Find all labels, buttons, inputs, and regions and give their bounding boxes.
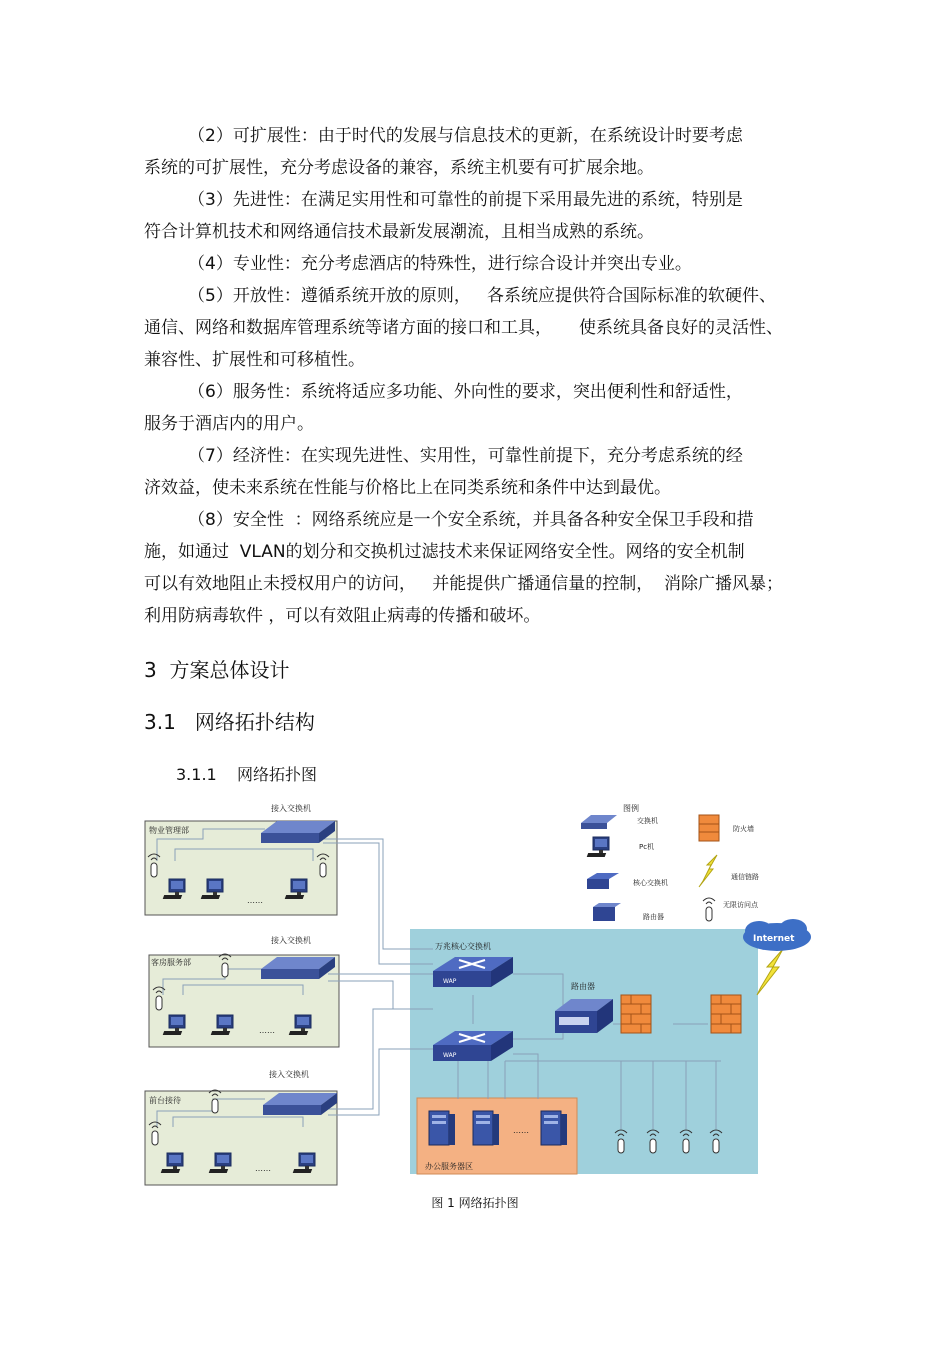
para-8-line-1: （8）安全性 ：网络系统应是一个安全系统，并具备各种安全保卫手段和措 [188, 510, 754, 530]
legend-router-label: 路由器 [643, 913, 664, 921]
dept-label-front: 前台接待 [149, 1096, 181, 1105]
legend-pc-icon [587, 837, 609, 857]
para-8-line-4: 利用防病毒软件 ，可以有效阻止病毒的传播和破坏。 [144, 606, 541, 626]
legend-firewall-label: 防火墙 [733, 825, 754, 833]
legend-switch-icon [581, 815, 617, 829]
para-5-line-1: （5）开放性：遵循系统开放的原则， 各系统应提供符合国际标准的软硬件、 [188, 286, 777, 306]
para-5-line-3: 兼容性、扩展性和可移植性。 [144, 350, 365, 370]
para-6-line-1: （6）服务性：系统将适应多功能、外向性的要求，突出便利性和舒适性， [188, 382, 743, 402]
server-icon [429, 1111, 455, 1145]
ellipsis-3: …… [255, 1164, 271, 1173]
dept-label-guest: 客房服务部 [151, 958, 191, 967]
ellipsis-1: …… [247, 896, 263, 905]
server-icon [473, 1111, 499, 1145]
legend-link-icon [699, 855, 717, 887]
para-2-line-2: 系统的可扩展性，充分考虑设备的兼容，系统主机要有可扩展余地。 [144, 158, 654, 178]
para-8-line-2: 施，如通过 VLAN的划分和交换机过滤技术来保证网络安全性。网络的安全机制 [144, 542, 745, 562]
firewall-icon [621, 995, 651, 1033]
legend-ap-icon [703, 898, 715, 921]
core-switch-label: 万兆核心交换机 [435, 942, 491, 951]
legend-firewall-icon [699, 815, 719, 841]
legend-ap-label: 无限访问点 [723, 901, 758, 909]
legend-core-label: 核心交换机 [633, 879, 668, 887]
access-switch-label-2: 接入交换机 [271, 936, 311, 945]
para-7-line-2: 济效益，使未来系统在性能与价格比上在同类系统和条件中达到最优。 [144, 478, 671, 498]
legend-pc-label: Pc机 [639, 843, 655, 851]
para-8-line-3: 可以有效地阻止未授权用户的访问， 并能提供广播通信量的控制， 消除广播风暴； [144, 574, 784, 594]
server-icon [541, 1111, 567, 1145]
legend [581, 803, 759, 921]
legend-core-switch-icon [587, 873, 619, 889]
heading-section-3: 3 方案总体设计 [144, 658, 290, 682]
para-3-line-2: 符合计算机技术和网络通信技术最新发展潮流，且相当成熟的系统。 [144, 222, 654, 242]
heading-section-3-1: 3.1 网络拓扑结构 [144, 710, 315, 734]
para-5-line-2: 通信、网络和数据库管理系统等诸方面的接口和工具， 使系统具备良好的灵活性、 [144, 318, 784, 338]
office-zone-label: 办公服务器区 [425, 1162, 473, 1171]
para-3-line-1: （3）先进性：在满足实用性和可靠性的前提下采用最先进的系统，特别是 [188, 190, 743, 210]
legend-title: 图例 [623, 804, 639, 813]
para-2-line-1: （2）可扩展性：由于时代的发展与信息技术的更新，在系统设计时要考虑 [188, 126, 743, 146]
lightning-link-icon [757, 949, 783, 995]
legend-switch-label: 交换机 [637, 817, 658, 825]
ellipsis-2: …… [259, 1026, 275, 1035]
legend-link-label: 通信链路 [731, 873, 759, 881]
internet-cloud-icon [743, 919, 811, 951]
heading-section-3-1-1: 3.1.1 网络拓扑图 [176, 765, 318, 784]
legend-router-icon [593, 903, 621, 921]
router-label: 路由器 [571, 982, 595, 991]
internet-label: Internet [753, 934, 795, 944]
para-7-line-1: （7）经济性：在实现先进性、实用性，可靠性前提下，充分考虑系统的经 [188, 446, 743, 466]
firewall-icon [711, 995, 741, 1033]
dept-label-property: 物业管理部 [149, 826, 189, 835]
access-switch-label-1: 接入交换机 [271, 804, 311, 813]
access-switch-label-3: 接入交换机 [269, 1070, 309, 1079]
network-topology-diagram [143, 799, 813, 1187]
para-6-line-2: 服务于酒店内的用户。 [144, 414, 314, 434]
para-4-line-1: （4）专业性：充分考虑酒店的特殊性，进行综合设计并突出专业。 [188, 254, 692, 274]
figure-caption: 图 1 网络拓扑图 [431, 1196, 519, 1210]
ellipsis-servers: …… [513, 1126, 529, 1135]
